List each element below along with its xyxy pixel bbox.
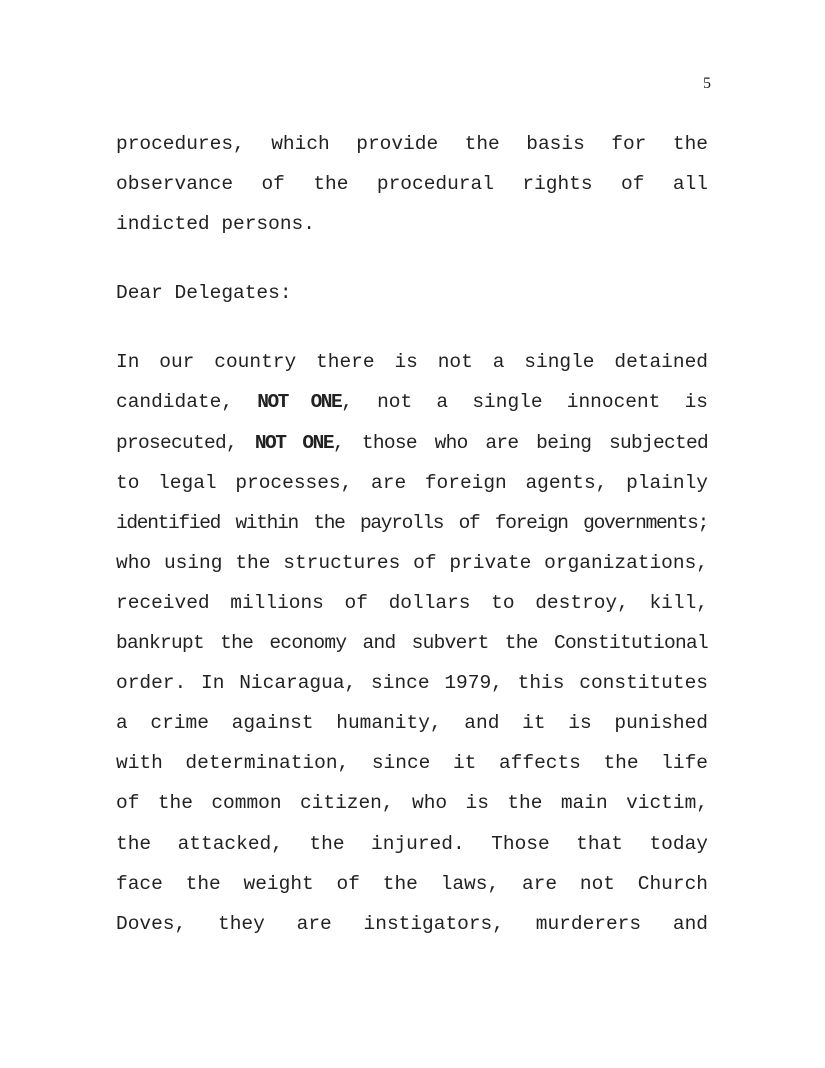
- text-line: with determination, since it affects the life: [116, 752, 708, 775]
- text-line: In our country there is not a single detained: [116, 351, 708, 374]
- text-line: observance of the procedural rights of all: [116, 173, 708, 196]
- paragraph-salutation: [116, 273, 708, 313]
- paragraph-procedures: [116, 124, 708, 244]
- text-line: to legal processes, are foreign agents, plainly: [116, 471, 708, 494]
- text-line: face the weight of the laws, are not Church: [116, 872, 708, 895]
- text-line: the attacked, the injured. Those that today: [116, 832, 708, 855]
- text-fragment: , not a single innocent is: [341, 391, 709, 414]
- text-line: of the common citizen, who is the main victim,: [116, 792, 708, 815]
- text-fragment: , those who are being subjected: [333, 431, 708, 454]
- paragraph-main: [116, 342, 708, 943]
- text-line: procedures, which provide the basis for the: [116, 133, 708, 155]
- text-line: order. In Nicaragua, since 1979, this constitutes: [116, 672, 708, 695]
- emphasis-not-one: NOT ONE: [254, 431, 334, 454]
- emphasis-not-one: NOT ONE: [257, 391, 342, 414]
- text-line: a crime against humanity, and it is punished: [116, 712, 708, 735]
- text-fragment: candidate,: [116, 391, 234, 414]
- text-line: bankrupt the economy and subvert the Constitutional: [116, 632, 708, 655]
- document-body: [116, 124, 708, 973]
- text-line: received millions of dollars to destroy, kill,: [116, 591, 708, 614]
- text-line: identified within the payrolls of foreign governments;: [116, 511, 708, 534]
- text-line: indicted persons.: [116, 213, 315, 236]
- salutation: Dear Delegates:: [116, 282, 292, 305]
- text-line: who using the structures of private organizations,: [116, 551, 708, 574]
- text-line: [116, 382, 708, 422]
- text-line: Doves, they are instigators, murderers and: [116, 912, 708, 935]
- page-number: 5: [703, 75, 711, 92]
- text-fragment: prosecuted,: [116, 431, 238, 454]
- text-line: [116, 423, 708, 463]
